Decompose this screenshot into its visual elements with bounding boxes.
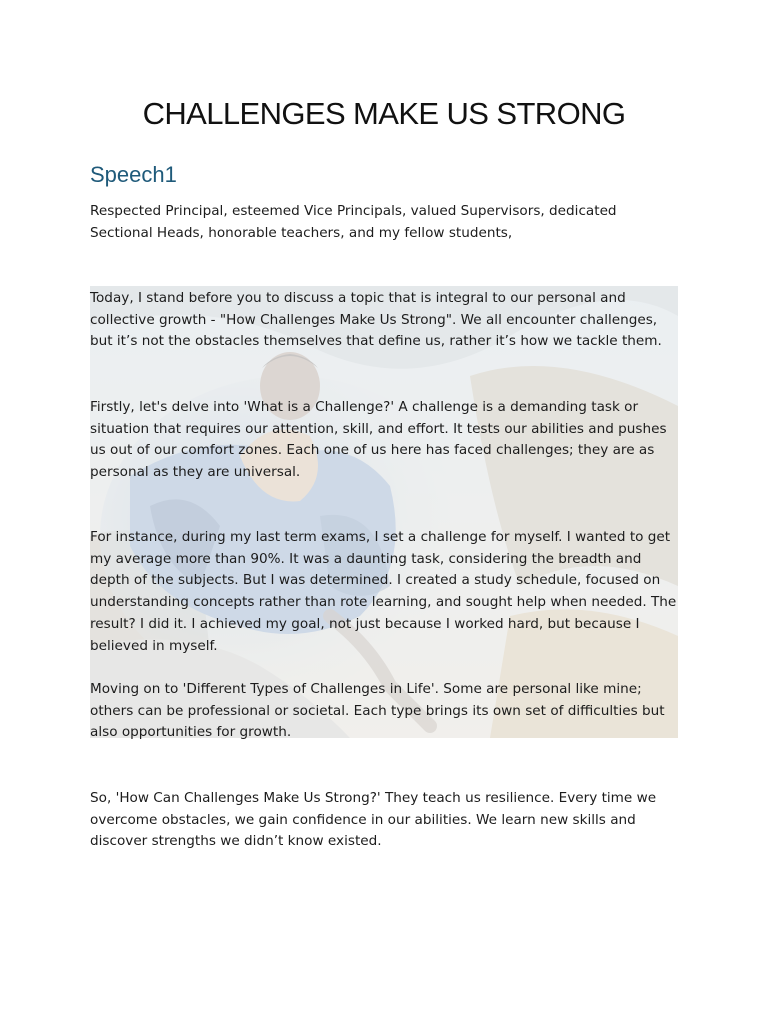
paragraph-greeting: Respected Principal, esteemed Vice Principals, valued Supervisors, dedicated Sectional Heads, honorable teachers, and my fellow students,	[90, 203, 617, 241]
paragraph-types-of-challenges: Moving on to 'Different Types of Challenges in Life'. Some are personal like mine; others can be professional or societal. Each type brings its own set of difficulties but also opportunities for growth.	[90, 681, 665, 741]
background-photo	[90, 286, 678, 738]
paragraph-what-is-challenge: Firstly, let's delve into 'What is a Challenge?' A challenge is a demanding task or situation that requires our attention, skill, and effort. It tests our abilities and pushes us out of our comfort zones. Each one of us here has faced challenges; they are as personal as they are universal.	[90, 399, 667, 481]
section-heading: Speech1	[90, 162, 177, 187]
paragraph-exam-example: For instance, during my last term exams, I set a challenge for myself. I wanted to get my average more than 90%. It was a daunting task, considering the breadth and depth of the subjects. But I was determined. I created a study schedule, focused on understanding concepts rather than rote learning, and sought help when needed. The result? I did it. I achieved my goal, not just because I worked hard, but because I believed in myself.	[90, 529, 677, 654]
paragraph-intro: Today, I stand before you to discuss a topic that is integral to our personal and collective growth - "How Challenges Make Us Strong". We all encounter challenges, but it’s not the obstacles themselves that define us, rather it’s how we tackle them.	[90, 290, 662, 350]
paragraph-how-challenges-strengthen: So, 'How Can Challenges Make Us Strong?' They teach us resilience. Every time we overcome obstacles, we gain confidence in our abilities. We learn new skills and discover strengths we didn’t know existed.	[90, 790, 657, 850]
document-title: CHALLENGES MAKE US STRONG	[142, 96, 626, 131]
